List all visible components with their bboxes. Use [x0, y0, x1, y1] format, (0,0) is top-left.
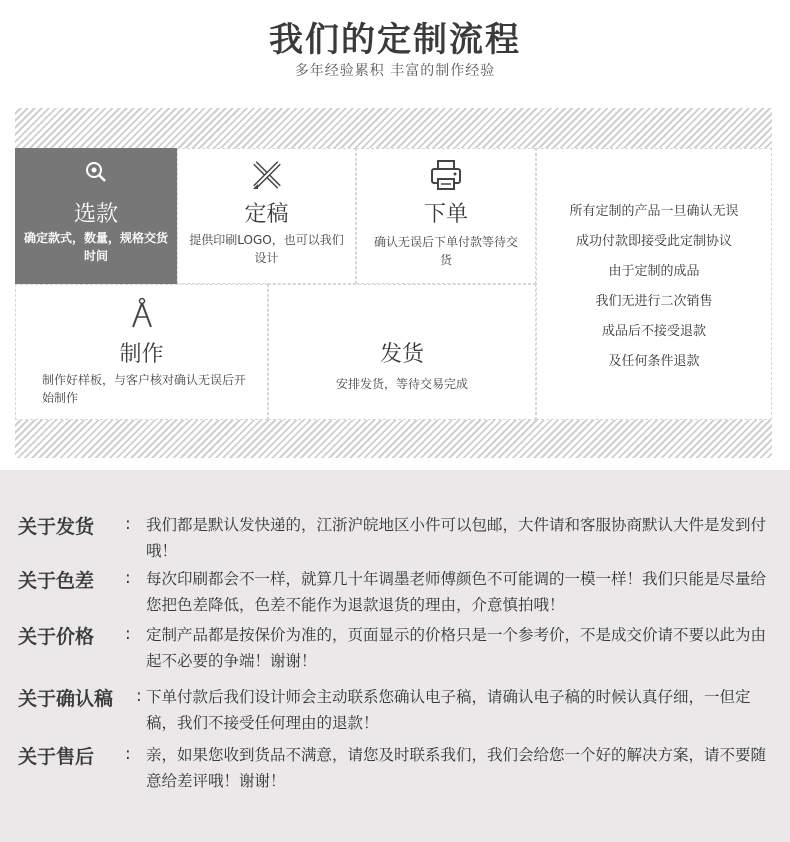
faq-text: 下单付款后我们设计师会主动联系您确认电子稿，请确认电子稿的时候认真仔细，一但定稿，我们不接受任何理由的退款！ [146, 688, 751, 732]
step-place-order [356, 148, 536, 284]
faq-item-after-sales [18, 742, 778, 798]
faq-text: 定制产品都是按保价为准的，页面显示的价格只是一个参考价，不是成交价请不要以此为由起不必要的争端！谢谢！ [146, 626, 767, 670]
step-desc: 安排发货，等待交易完成 [335, 377, 468, 391]
step-shipping [268, 284, 536, 420]
process-grid [15, 148, 772, 420]
notice-line: 成品后不接受退款 [601, 324, 706, 339]
search-icon [16, 157, 176, 187]
notice-line: 由于定制的成品 [608, 264, 700, 279]
notice-line: 我们无进行二次销售 [595, 294, 713, 309]
page-title: 我们的定制流程 [269, 20, 521, 60]
faq-label: 关于价格 [18, 626, 95, 648]
printer-icon [357, 157, 535, 193]
faq-item-confirm-draft [18, 684, 778, 740]
notice-line: 所有定制的产品一旦确认无误 [569, 204, 739, 219]
faq-label: 关于发货 [18, 516, 95, 538]
compass-icon [16, 297, 267, 331]
step-title: 发货 [379, 342, 424, 367]
notice-line: 成功付款即接受此定制协议 [575, 234, 732, 249]
step-title: 下单 [423, 202, 468, 227]
notice-line: 及任何条件退款 [608, 354, 700, 369]
step-title: 制作 [119, 342, 164, 367]
stripe-band-top [15, 108, 772, 148]
notice-list [537, 197, 771, 377]
faq-section [0, 470, 790, 842]
step-desc: 确定款式，数量，规格交货时间 [23, 231, 168, 263]
faq-colon: : [125, 624, 131, 644]
faq-text: 每次印刷都会不一样，就算几十年调墨老师傅颜色不可能调的一模一样！我们只能是尽量给您把色差降低，色差不能作为退款退货的理由，介意慎拍哦！ [146, 570, 767, 614]
faq-item-color-difference [18, 566, 778, 622]
step-title: 选款 [73, 202, 118, 227]
step-title: 定稿 [244, 202, 289, 227]
faq-item-shipping [18, 512, 778, 566]
step-desc: 确认无误后下单付款等待交货 [373, 235, 518, 267]
step-desc: 制作好样板，与客户核对确认无误后开始制作 [42, 373, 247, 405]
step-production [15, 284, 268, 420]
faq-text: 我们都是默认发快递的，江浙沪皖地区小件可以包邮，大件请和客服协商默认大件是发到付哦！ [146, 516, 767, 560]
faq-item-price [18, 622, 778, 678]
faq-label: 关于售后 [18, 746, 95, 768]
page-subtitle: 多年经验累积 丰富的制作经验 [294, 63, 496, 79]
faq-text: 亲，如果您收到货品不满意，请您及时联系我们，我们会给您一个好的解决方案，请不要随意给差评哦！谢谢！ [146, 746, 767, 790]
step-desc: 提供印刷LOGO，也可以我们设计 [189, 233, 344, 265]
pencil-ruler-icon [178, 157, 355, 193]
faq-label: 关于确认稿 [18, 688, 114, 710]
faq-colon: : [125, 744, 131, 764]
faq-colon: : [125, 514, 131, 534]
notice-box [536, 148, 772, 420]
stripe-band-bottom [15, 420, 772, 458]
faq-colon: : [125, 568, 131, 588]
step-select-style [15, 148, 177, 284]
faq-label: 关于色差 [18, 570, 95, 592]
faq-colon: : [136, 686, 142, 706]
step-finalize-draft [177, 148, 356, 284]
